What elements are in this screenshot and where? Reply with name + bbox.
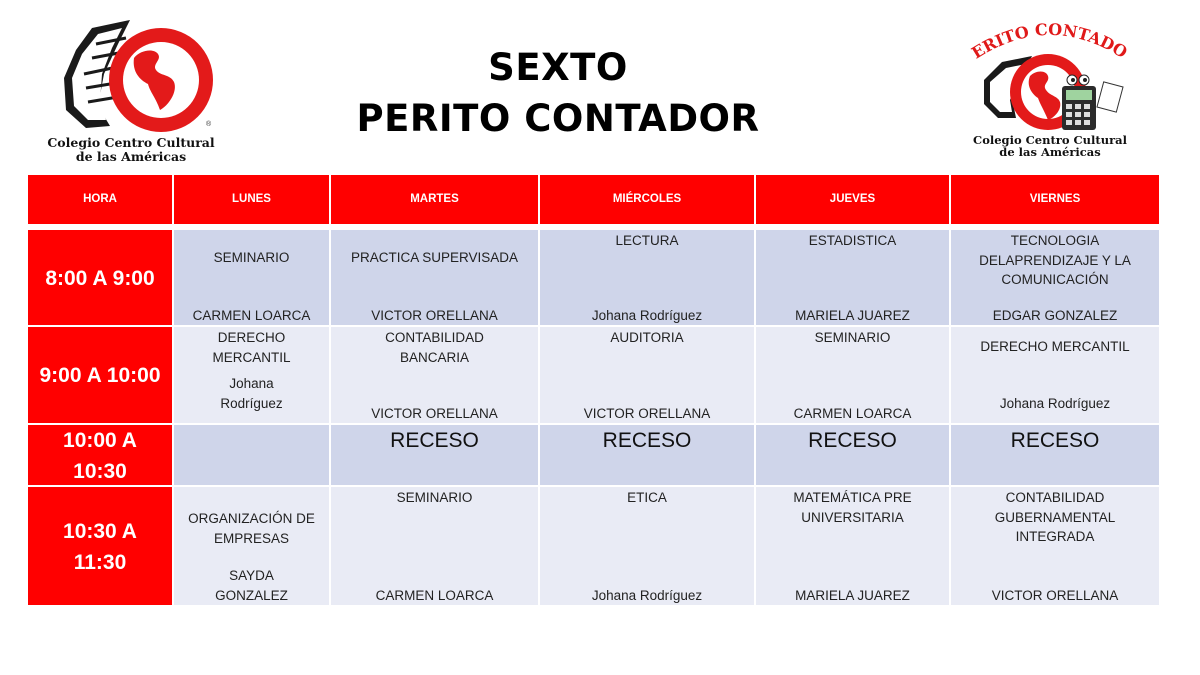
perito-contador-logo-icon (950, 14, 1150, 134)
break-cell: RECESO (951, 425, 1159, 487)
teacher-name: Johana Rodríguez (220, 376, 283, 411)
school-logo-left (26, 14, 236, 166)
class-cell (331, 230, 540, 327)
teacher-name: VICTOR ORELLANA (991, 587, 1119, 603)
class-cell (540, 230, 756, 327)
class-cell (951, 487, 1159, 605)
class-cell (540, 487, 756, 605)
logo-left-caption (26, 136, 236, 164)
teacher-name: VICTOR ORELLANA (371, 405, 498, 421)
title-line-1: SEXTO (488, 46, 628, 89)
time-slot: 9:00 A 10:00 (28, 327, 174, 425)
teacher-name: Johana Rodríguez (591, 307, 703, 323)
teacher-name: MARIELA JUAREZ (795, 587, 910, 603)
subject-name: ESTADISTICA (808, 233, 897, 248)
time-slot: 8:00 A 9:00 (28, 230, 174, 327)
class-cell (174, 327, 331, 425)
teacher-name: SAYDA GONZALEZ (215, 568, 288, 603)
class-cell (174, 230, 331, 327)
subject-name: PRACTICA SUPERVISADA (350, 250, 519, 265)
header-miercoles: MIÉRCOLES (540, 175, 756, 226)
break-cell: RECESO (331, 425, 540, 487)
teacher-name: EDGAR GONZALEZ (992, 307, 1118, 323)
class-cell (756, 327, 951, 425)
page-title (300, 42, 816, 144)
class-cell (331, 327, 540, 425)
subject-name: SEMINARIO (814, 330, 891, 345)
time-slot: 10:30 A 11:30 (28, 487, 174, 605)
time-slot: 10:00 A 10:30 (28, 425, 174, 487)
break-cell: RECESO (756, 425, 951, 487)
logo-left-caption-line1: Colegio Centro Cultural (47, 135, 215, 150)
class-cell (756, 487, 951, 605)
subject-name: SEMINARIO (396, 490, 473, 505)
header-jueves: JUEVES (756, 175, 951, 226)
class-cell (540, 327, 756, 425)
svg-text:®: ® (206, 121, 212, 128)
subject-name: AUDITORIA (610, 330, 684, 345)
subject-name: CONTABILIDAD GUBERNAMENTAL INTEGRADA (994, 490, 1116, 544)
teacher-name: MARIELA JUAREZ (795, 307, 910, 323)
break-cell: RECESO (540, 425, 756, 487)
schedule-table (28, 175, 1159, 605)
logo-right-arc-text: ERITO CONTADO (968, 19, 1131, 63)
header-martes: MARTES (331, 175, 540, 226)
teacher-name: VICTOR ORELLANA (371, 307, 498, 323)
class-cell (951, 230, 1159, 327)
subject-name: CONTABILIDAD BANCARIA (385, 330, 484, 365)
class-cell (331, 487, 540, 605)
teacher-name: VICTOR ORELLANA (583, 405, 711, 421)
subject-name: LECTURA (615, 233, 679, 248)
globe-spiral-logo-icon (26, 14, 236, 139)
class-cell (756, 230, 951, 327)
teacher-name: CARMEN LOARCA (375, 587, 494, 603)
teacher-name: Johana Rodríguez (591, 587, 703, 603)
subject-name: SEMINARIO (213, 250, 290, 265)
subject-name: DERECHO MERCANTIL (980, 339, 1130, 354)
header-lunes: LUNES (174, 175, 331, 226)
subject-name: DERECHO MERCANTIL (212, 330, 291, 365)
subject-name: ETICA (627, 490, 667, 505)
program-logo-right (950, 14, 1150, 164)
subject-name: MATEMÁTICA PRE UNIVERSITARIA (793, 490, 912, 525)
header-hora: HORA (28, 175, 174, 226)
teacher-name: CARMEN LOARCA (192, 307, 311, 323)
logo-left-caption-line2: de las Américas (75, 149, 187, 164)
logo-right-caption-line1: Colegio Centro Cultural (973, 133, 1127, 147)
class-cell (951, 327, 1159, 425)
teacher-name: CARMEN LOARCA (793, 405, 912, 421)
teacher-name: Johana Rodríguez (999, 395, 1111, 411)
title-line-2: PERITO CONTADOR (356, 97, 760, 140)
logo-right-caption-line2: de las Américas (999, 145, 1101, 159)
subject-name: TECNOLOGIA DELAPRENDIZAJE Y LA COMUNICACIÓN (979, 233, 1131, 287)
header-viernes: VIERNES (951, 175, 1159, 226)
class-cell (174, 487, 331, 605)
logo-right-caption (950, 134, 1150, 158)
subject-name: ORGANIZACIÓN DE EMPRESAS (188, 511, 315, 546)
break-cell-empty (174, 425, 331, 487)
